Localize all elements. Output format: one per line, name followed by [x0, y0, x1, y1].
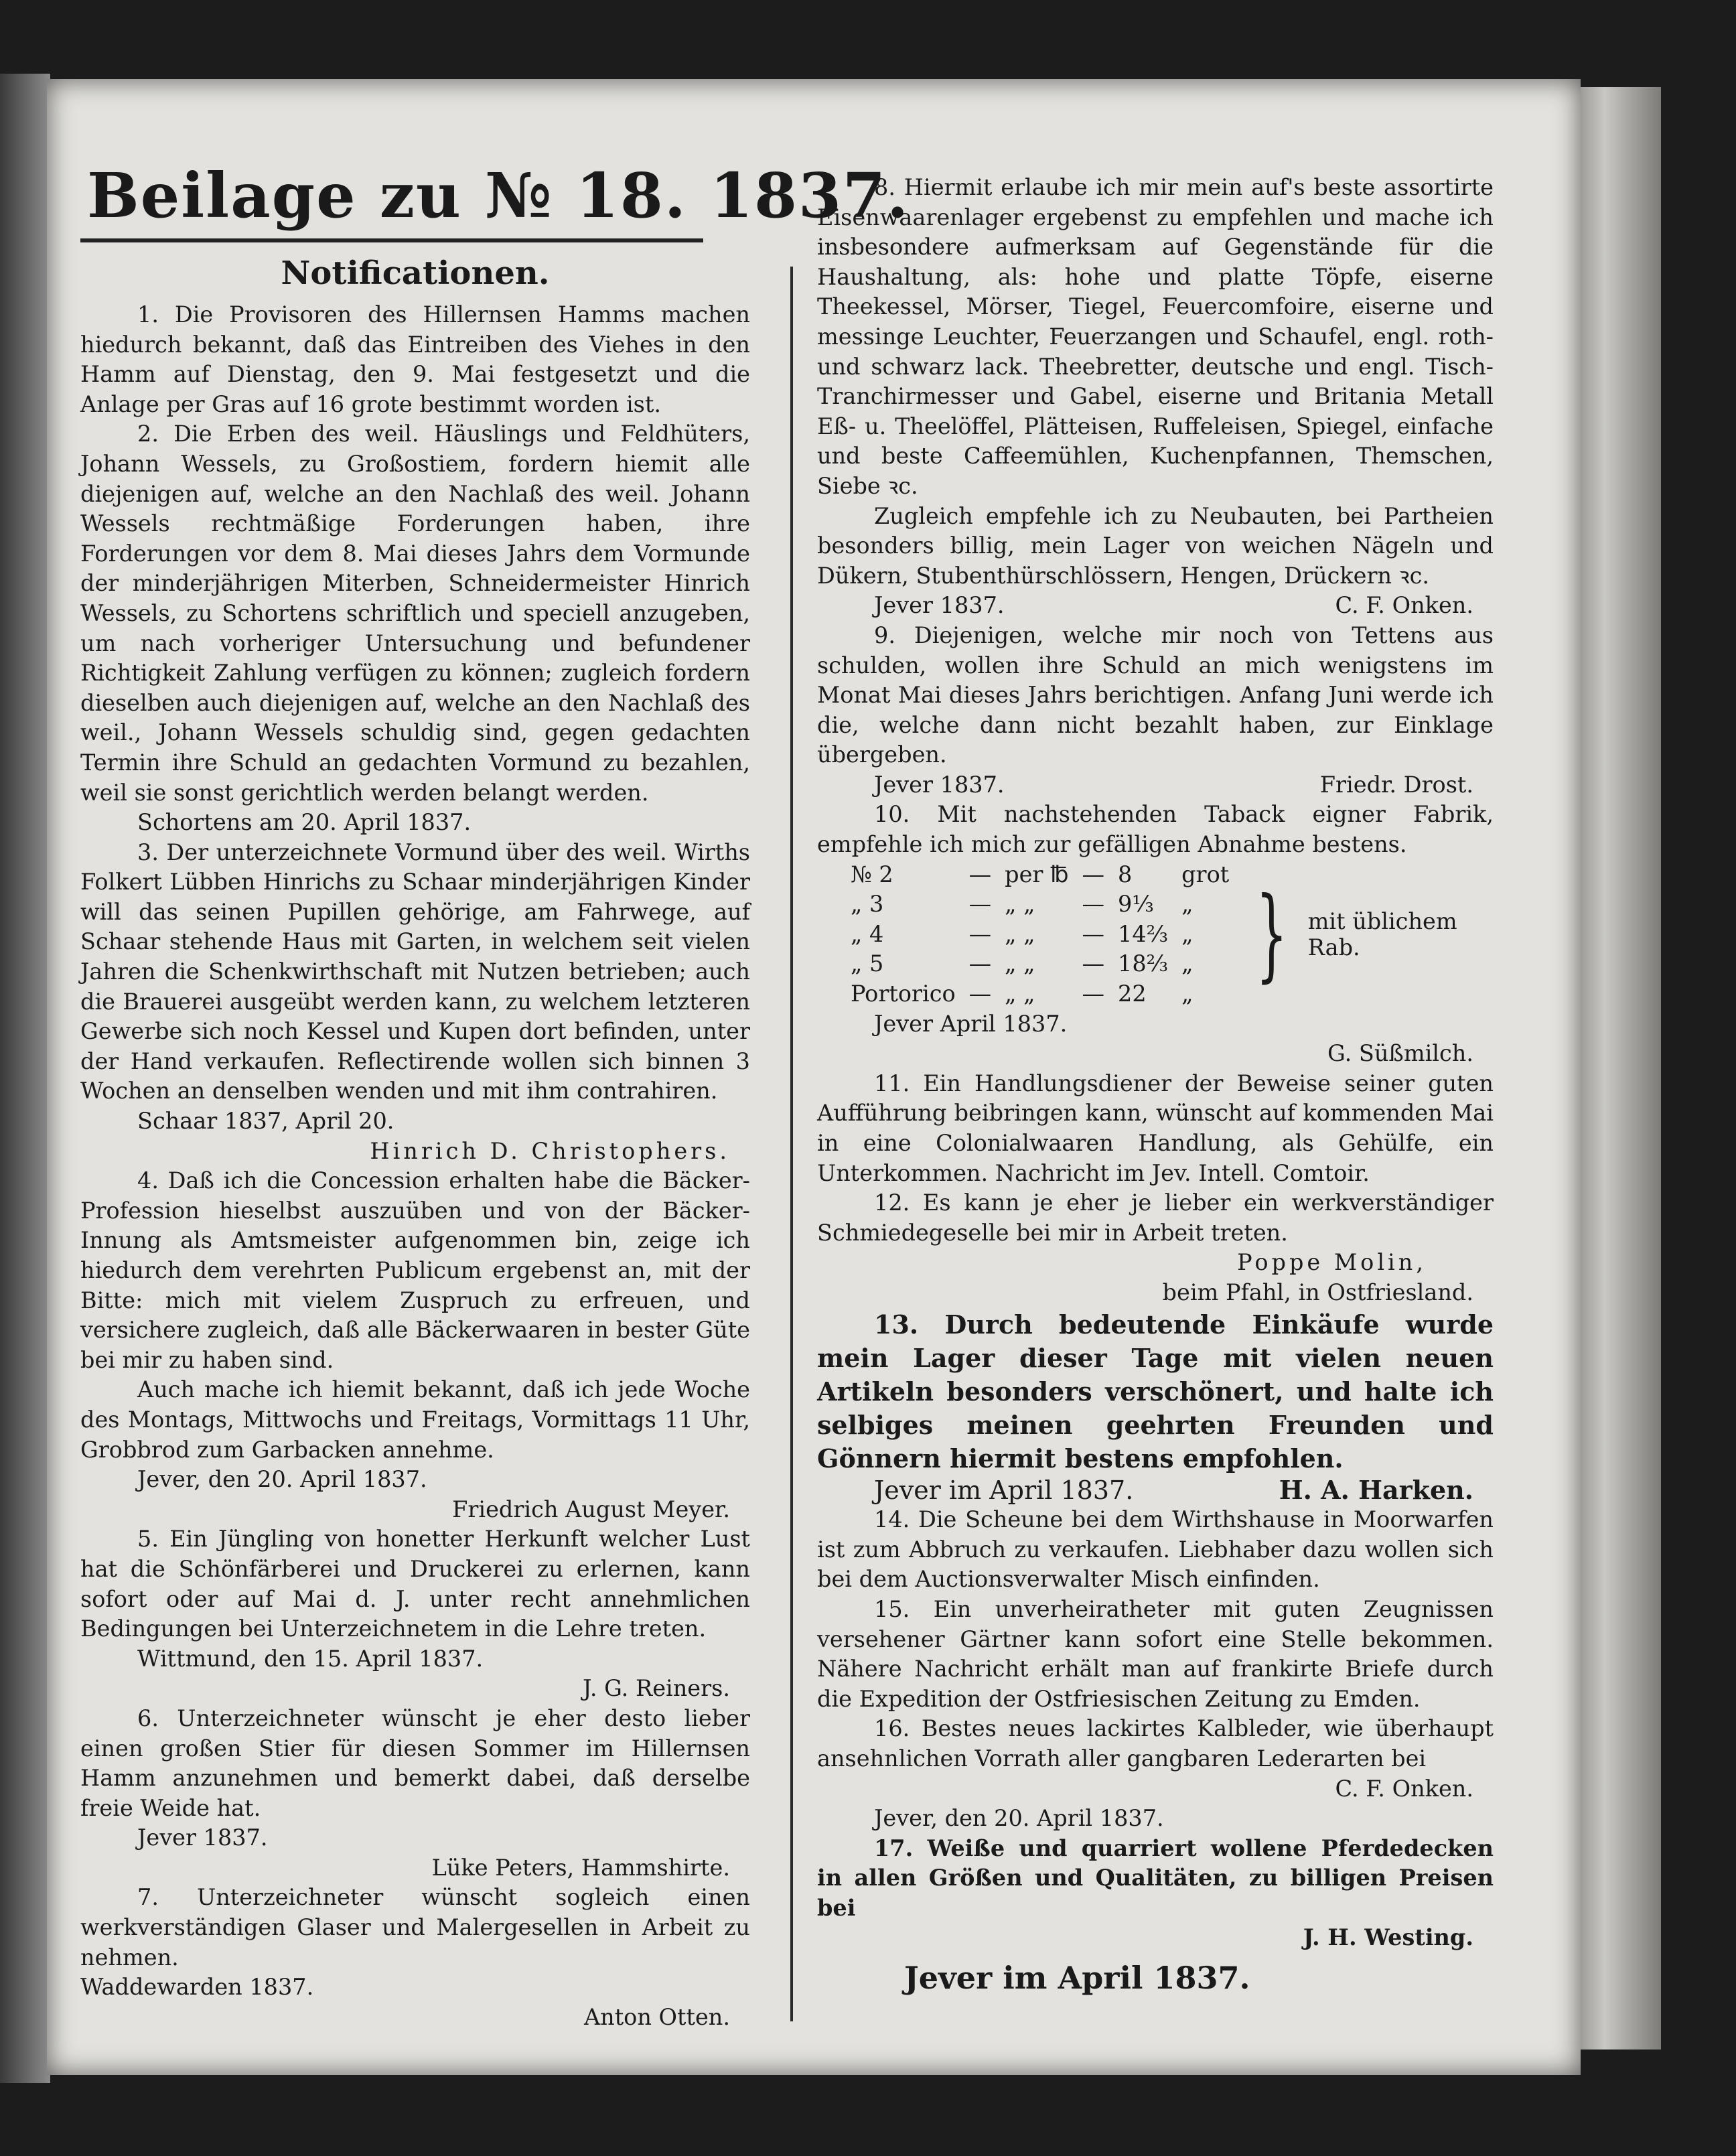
notice-13: 13. Durch bedeutende Einkäufe wurde mein Lager dieser Tage mit vielen neuen Artikeln besonders verschönert, und halte ich selbiges meinen geehrten Freunden und Gönnern hiermit bestens empfohlen. [817, 1309, 1494, 1474]
notice-7-place: Waddewarden 1837. [80, 1974, 314, 2001]
notice-4: 4. Daß ich die Concession erhalten habe die Bäcker-Profession hieselbst auszuüben und von der Bäcker-Innung als Amtsmeister aufgenommen bin, zeige ich hiedurch dem verehrten Publicum ergebenst an, mit der Bitte: mich mit vielem Zuspruch zu erfreuen, und versichere zugleich, daß alle Bäckerwaaren in bester Güte bei mir zu haben sind. [80, 1167, 750, 1373]
notice-13-place: Jever im April 1837. [874, 1475, 1134, 1505]
notice-6-signature: Lüke Peters, Hammshirte. [431, 1854, 730, 1881]
notice-8-place-sig [817, 591, 1494, 621]
tobacco-row [844, 860, 1236, 890]
notice-4b: Auch mache ich hiemit bekannt, daß ich jede Woche des Montags, Mittwochs und Freitags, Vormittags 11 Uhr, Grobbrod zum Garbacken annehme. [80, 1376, 750, 1463]
notice-16: 16. Bestes neues lackirtes Kalbleder, wie überhaupt ansehnlichen Vorrath aller gangbaren Lederarten bei [817, 1715, 1494, 1772]
tobacco-dash2: — [1082, 920, 1104, 947]
tobacco-dash1: — [968, 861, 992, 887]
notice-6: 6. Unterzeichneter wünscht je eher desto lieber einen großen Stier für diesen Sommer im Hillernsen Hamm anzunehmen und bemerkt dabei, daß derselbe freie Weide hat. [80, 1705, 750, 1821]
tobacco-cur: „ [1181, 891, 1194, 918]
notice-3-place: Schaar 1837, April 20. [137, 1108, 394, 1135]
notice-8: 8. Hiermit erlaube ich mir mein auf's beste assortirte Eisenwaarenlager ergebenst zu empfehlen und mache ich insbesondere aufmerksam auf Gegenstände für die Haushaltung, als: hohe und platte Töpfe, eiserne Theekessel, Mörser, Tiegel, Feuercomfoire, eiserne und messinge Leuchter, Feuerzangen und Schaufel, engl. roth- und schwarz lack. Theebretter, deutsche und engl. Tisch-Tranchirmesser und Gabel, eiserne und Britania Metall Eß- u. Theelöffel, Plätteisen, Ruffeleisen, Spiegel, einfache und beste Caffeemühlen, Kuchenpfannen, Themschen, Siebe ꝛc. [817, 174, 1494, 499]
tobacco-name: „ 5 [851, 950, 884, 977]
right-column [817, 173, 1494, 1996]
notice-17-signature: J. H. Westing. [1303, 1924, 1473, 1951]
tobacco-cur: „ [1181, 920, 1194, 947]
notice-4-place: Jever, den 20. April 1837. [137, 1466, 427, 1493]
section-title: Notificationen. [281, 255, 550, 292]
tobacco-note: mit üblichem Rab. [1307, 908, 1457, 961]
tobacco-cur: grot [1181, 861, 1230, 887]
tobacco-price: 14⅔ [1118, 920, 1169, 947]
notice-5: 5. Ein Jüngling von honetter Herkunft welcher Lust hat die Schönfärberei und Druckerei zu erlernen, kann sofort oder auf Mai d. J. unter recht annehmlichen Bedingungen bei Unterzeichnetem in die Lehre treten. [80, 1526, 750, 1642]
tobacco-row [844, 920, 1236, 950]
notice-6-place: Jever 1837. [137, 1824, 268, 1851]
notice-7-signature: Anton Otten. [583, 2003, 730, 2030]
tobacco-unit: „ „ [1005, 920, 1035, 947]
notice-9: 9. Diejenigen, welche mir noch von Tettens aus schulden, wollen ihre Schuld an mich wenigstens im Monat Mai dieses Jahrs berichtigen. Anfang Juni werde ich die, welche dann nicht bezahlt haben, zur Einklage übergeben. [817, 622, 1494, 768]
tobacco-cur: „ [1181, 950, 1194, 977]
notice-12: 12. Es kann je eher je lieber ein werkverständiger Schmiedegeselle bei mir in Arbeit treten. [817, 1190, 1494, 1246]
tobacco-dash2: — [1082, 950, 1104, 977]
tobacco-name: № 2 [851, 861, 893, 887]
notice-3-signature: Hinrich D. Christophers. [370, 1137, 730, 1164]
tobacco-unit: „ „ [1005, 981, 1035, 1007]
tobacco-dash2: — [1082, 981, 1104, 1007]
notice-8-place: Jever 1837. [874, 592, 1005, 619]
notice-2-place: Schortens am 20. April 1837. [137, 809, 472, 836]
tobacco-dash2: — [1082, 891, 1104, 918]
notice-1: 1. Die Provisoren des Hillernsen Hamms machen hiedurch bekannt, daß das Eintreiben des Viehes in den Hamm auf Dienstag, den 9. Mai festgesetzt und die Anlage per Gras auf 16 grote bestimmt worden ist. [80, 301, 750, 417]
notice-15: 15. Ein unverheiratheter mit guten Zeugnissen versehener Gärtner kann sofort eine Stelle bekommen. Nähere Nachricht erhält man auf frankirte Briefe durch die Expedition der Ostfriesischen Zeitung zu Emden. [817, 1595, 1494, 1712]
masthead: Beilage zu № 18. 1837. [87, 159, 910, 232]
notice-17: 17. Weiße und quarriert wollene Pferdedecken in allen Größen und Qualitäten, zu billigen Preisen bei [817, 1835, 1494, 1921]
masthead-rule [80, 238, 703, 242]
notice-2: 2. Die Erben des weil. Häuslings und Feldhüters, Johann Wessels, zu Großostiem, fordern hiemit alle diejenigen auf, welche an den Nachlaß des weil. Johann Wessels rechtmäßige Forderungen haben, ihre Forderungen vor dem 8. Mai dieses Jahrs dem Vormunde der minderjährigen Miterben, Schneidermeister Hinrich Wessels, zu Schortens schriftlich und speciell anzugeben, um nach vorheriger Untersuchung und befundener Richtigkeit Zahlung verfügen zu können; zugleich fordern dieselben auch diejenigen auf, welche an den Nachlaß des weil., Johann Wessels schuldig sind, gegen gedachten Termin ihre Schuld an gedachten Vormund zu bezahlen, weil sie sonst gerichtlich werden belangt werden. [80, 421, 750, 806]
tobacco-price-list [817, 860, 1494, 1009]
notice-8-signature: C. F. Onken. [1335, 592, 1473, 619]
notice-10-signature: G. Süßmilch. [1327, 1040, 1473, 1067]
notice-10-place: Jever April 1837. [874, 1010, 1068, 1037]
tobacco-row [844, 979, 1236, 1009]
notice-16-place: Jever, den 20. April 1837. [874, 1805, 1164, 1832]
tobacco-brace: } [1256, 876, 1288, 993]
tobacco-price: 22 [1118, 981, 1147, 1007]
notice-9-signature: Friedr. Drost. [1319, 771, 1473, 798]
notice-3: 3. Der unterzeichnete Vormund über des weil. Wirths Folkert Lübben Hinrichs zu Schaar minderjährigen Kinder will das seinen Pupillen gehörige, am Fahrwege, auf Schaar stehende Haus mit Garten, in welchem seit vielen Jahren die Schenkwirthschaft mit Nutzen betrieben; auch die Brauerei ausgeübt werden kann, zu welchem letzteren Gewerbe sich noch Kessel und Kupen dort befinden, unter der Hand verkaufen. Reflectirende wollen sich binnen 3 Wochen an denselben wenden und mit ihm contrahiren. [80, 839, 750, 1104]
notice-5-place: Wittmund, den 15. April 1837. [137, 1645, 484, 1672]
notice-13-signature: H. A. Harken. [1279, 1474, 1473, 1505]
tobacco-name: Portorico [851, 981, 956, 1007]
tobacco-price: 9⅓ [1118, 891, 1154, 918]
notice-14: 14. Die Scheune bei dem Wirthshause in Moorwarfen ist zum Abbruch zu verkaufen. Liebhaber dazu wollen sich bei dem Auctionsverwalter Misch einfinden. [817, 1506, 1494, 1593]
notice-11: 11. Ein Handlungsdiener der Beweise seiner guten Aufführung beibringen kann, wünscht auf kommenden Mai in eine Colonialwaaren Handlung, als Gehülfe, ein Unterkommen. Nachricht im Jev. Intell. Comtoir. [817, 1070, 1494, 1186]
column-divider [790, 267, 793, 2021]
notice-10: 10. Mit nachstehenden Taback eigner Fabrik, empfehle ich mich zur gefälligen Abnahme bestens. [817, 801, 1494, 858]
tobacco-dash1: — [968, 981, 992, 1007]
notice-17-place: Jever im April 1837. [904, 1960, 1250, 1997]
notice-12-signature: Poppe Molin, [1237, 1249, 1427, 1276]
tobacco-price: 8 [1118, 861, 1133, 887]
page-edge [1581, 87, 1661, 2050]
tobacco-unit: per ℔ [1005, 861, 1069, 887]
tobacco-name: „ 4 [851, 920, 884, 947]
tobacco-row [844, 949, 1236, 979]
tobacco-unit: „ „ [1005, 950, 1035, 977]
notice-12-signature-2: beim Pfahl, in Ostfriesland. [1162, 1279, 1473, 1305]
notice-13-place-sig [817, 1476, 1494, 1506]
notice-16-signature: C. F. Onken. [1335, 1775, 1473, 1802]
tobacco-dash1: — [968, 891, 992, 918]
notice-9-place-sig [817, 770, 1494, 800]
tobacco-price: 18⅔ [1118, 950, 1169, 977]
tobacco-unit: „ „ [1005, 891, 1035, 918]
tobacco-cur: „ [1181, 981, 1194, 1007]
tobacco-table [844, 860, 1236, 1009]
newspaper-page [47, 79, 1581, 2075]
notice-4-signature: Friedrich August Meyer. [452, 1496, 730, 1522]
notice-5-signature: J. G. Reiners. [582, 1675, 730, 1702]
notice-8b: Zugleich empfehle ich zu Neubauten, bei Partheien besonders billig, mein Lager von weichen Nägeln und Dükern, Stubenthürschlössern, Hengen, Drückern ꝛc. [817, 502, 1494, 589]
tobacco-dash1: — [968, 950, 992, 977]
book-binding [0, 74, 50, 2083]
notice-7: 7. Unterzeichneter wünscht sogleich einen werkverständigen Glaser und Malergesellen in Arbeit zu nehmen. [80, 1884, 750, 1970]
tobacco-row [844, 889, 1236, 920]
tobacco-dash1: — [968, 920, 992, 947]
tobacco-name: „ 3 [851, 891, 884, 918]
tobacco-dash2: — [1082, 861, 1104, 887]
notice-9-place: Jever 1837. [874, 771, 1005, 798]
